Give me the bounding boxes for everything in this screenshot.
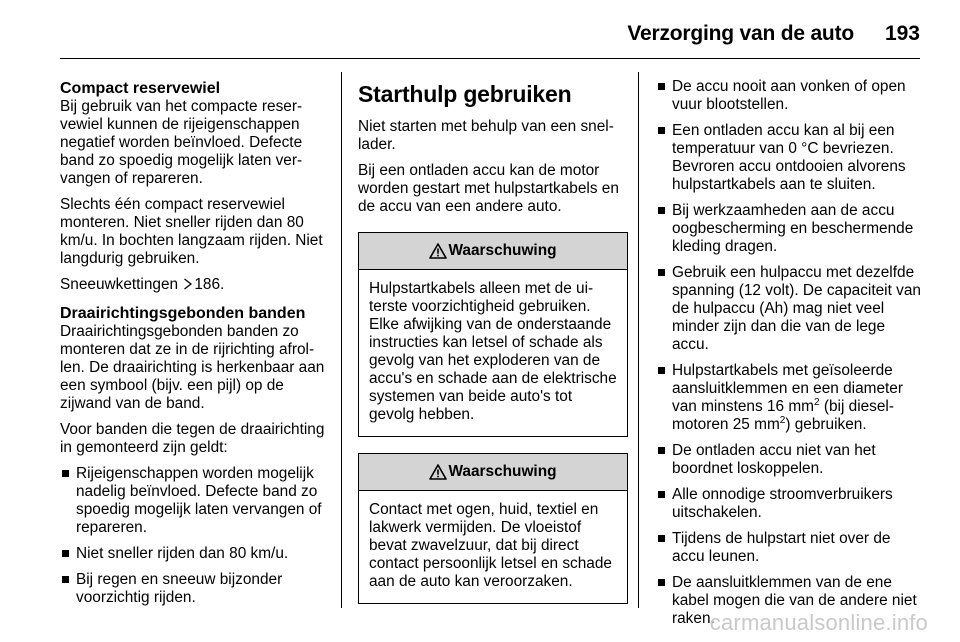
list-item: Alle onnodige stroomverbruikers uitschakelen. bbox=[656, 486, 924, 522]
page-header bbox=[0, 22, 960, 50]
list-item: Gebruik een hulpaccu met dezelfde spanning (12 volt). De capaciteit van de hulpaccu (Ah) mag niet veel minder zijn dan die van de lege accu. bbox=[656, 264, 924, 354]
heading-jump-start: Starthulp gebruiken bbox=[358, 81, 572, 107]
warning-text: Hulpstartkabels alleen met de uiterste voorzichtigheid gebruiken. Elke afwijking van de onderstaande instructies kan letsel of schade als gevolg van het exploderen van de accu's en schade aan de elektrische systemen van beide auto's tot gevolg hebben. bbox=[369, 280, 617, 423]
bullet-list bbox=[60, 465, 330, 607]
paragraph: Draairichtingsgebonden banden zo monteren dat ze in de rijrichting afrollen. De draairichting is herkenbaar aan een symbool (bijv. een pijl) op de zijwand van de band. bbox=[60, 323, 325, 412]
paragraph: Slechts één compact reservewiel monteren. Niet sneller rijden dan 80 km/u. In bochten langzaam rijden. Niet langdurig gebruiken. bbox=[60, 196, 323, 267]
paragraph: Voor banden die tegen de draairichting in gemonteerd zijn geldt: bbox=[60, 421, 325, 456]
list-item: Een ontladen accu kan al bij een temperatuur van 0 °C bevriezen. Bevroren accu ontdooien alvorens hulpstartkabels aan te sluiten. bbox=[656, 122, 924, 194]
heading-directional-tyres: Draairichtingsgebonden banden bbox=[60, 305, 306, 322]
page-reference-icon bbox=[183, 278, 192, 290]
column-middle bbox=[358, 80, 628, 604]
list-item-cables bbox=[656, 362, 924, 434]
superscript: 2 bbox=[779, 415, 786, 426]
cable-text-2: (bij dieselmotoren 25 mm bbox=[672, 398, 894, 433]
warning-header bbox=[359, 454, 627, 491]
list-item: Rijeigenschappen worden mogelijk nadelig beïnvloed. Defecte band zo spoedig mogelijk laten vervangen of repareren. bbox=[60, 465, 330, 537]
heading-compact-spare: Compact reservewiel bbox=[60, 80, 221, 97]
column-right bbox=[656, 78, 924, 628]
column-divider bbox=[341, 72, 342, 608]
watermark: carmanualsonline.info bbox=[709, 610, 928, 635]
header-rule bbox=[60, 58, 920, 59]
list-item: Bij regen en sneeuw bijzonder voorzichtig rijden. bbox=[60, 571, 330, 607]
warning-header bbox=[359, 233, 627, 270]
list-item: De accu nooit aan vonken of open vuur blootstellen. bbox=[656, 78, 924, 114]
column-left bbox=[60, 80, 330, 607]
column-divider bbox=[638, 72, 639, 608]
warning-text: Contact met ogen, huid, textiel en lakwerk vermijden. De vloeistof bevat zwavelzuur, dat bij direct contact persoonlijk letsel en schade aan de auto kan veroorzaken. bbox=[369, 501, 612, 590]
section-title: Verzorging van de auto bbox=[627, 22, 854, 45]
paragraph: Bij een ontladen accu kan de motor worden gestart met hulpstartkabels en de accu van een andere auto. bbox=[358, 162, 619, 215]
reference-page-link[interactable]: 186. bbox=[194, 276, 225, 293]
warning-label: Waarschuwing bbox=[448, 242, 557, 259]
snow-chains-reference bbox=[60, 276, 330, 294]
list-item: De ontladen accu niet van het boordnet loskoppelen. bbox=[656, 442, 924, 478]
superscript: 2 bbox=[814, 397, 820, 408]
warning-box bbox=[358, 232, 628, 437]
bullet-list bbox=[656, 78, 924, 628]
list-item: De aansluitklemmen van de ene kabel mogen die van de andere niet raken. bbox=[656, 574, 924, 628]
reference-label: Sneeuwkettingen bbox=[60, 276, 179, 293]
cable-text-1: Hulpstartkabels met geïsoleerde aansluitklemmen en een diameter van minstens 16 mm bbox=[672, 362, 903, 415]
paragraph: Niet starten met behulp van een snellader. bbox=[358, 118, 614, 153]
page-number: 193 bbox=[884, 22, 920, 45]
warning-label: Waarschuwing bbox=[448, 463, 557, 480]
list-item: Tijdens de hulpstart niet over de accu leunen. bbox=[656, 530, 924, 566]
warning-triangle-icon bbox=[429, 243, 447, 259]
warning-box bbox=[358, 453, 628, 604]
paragraph: Bij gebruik van het compacte reservewiel kunnen de rijeigenschappen negatief worden beïnvloed. Defecte band zo spoedig mogelijk laten vervangen of repareren. bbox=[60, 98, 303, 187]
warning-triangle-icon bbox=[429, 464, 447, 480]
cable-text-3: ) gebruiken. bbox=[785, 416, 867, 433]
list-item: Niet sneller rijden dan 80 km/u. bbox=[60, 545, 330, 563]
list-item: Bij werkzaamheden aan de accu oogbescherming en beschermende kleding dragen. bbox=[656, 202, 924, 256]
